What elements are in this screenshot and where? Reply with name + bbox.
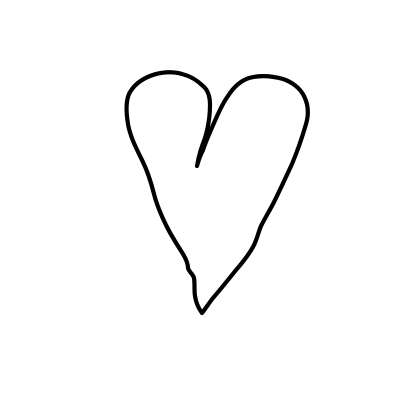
heart-outline bbox=[127, 72, 308, 313]
